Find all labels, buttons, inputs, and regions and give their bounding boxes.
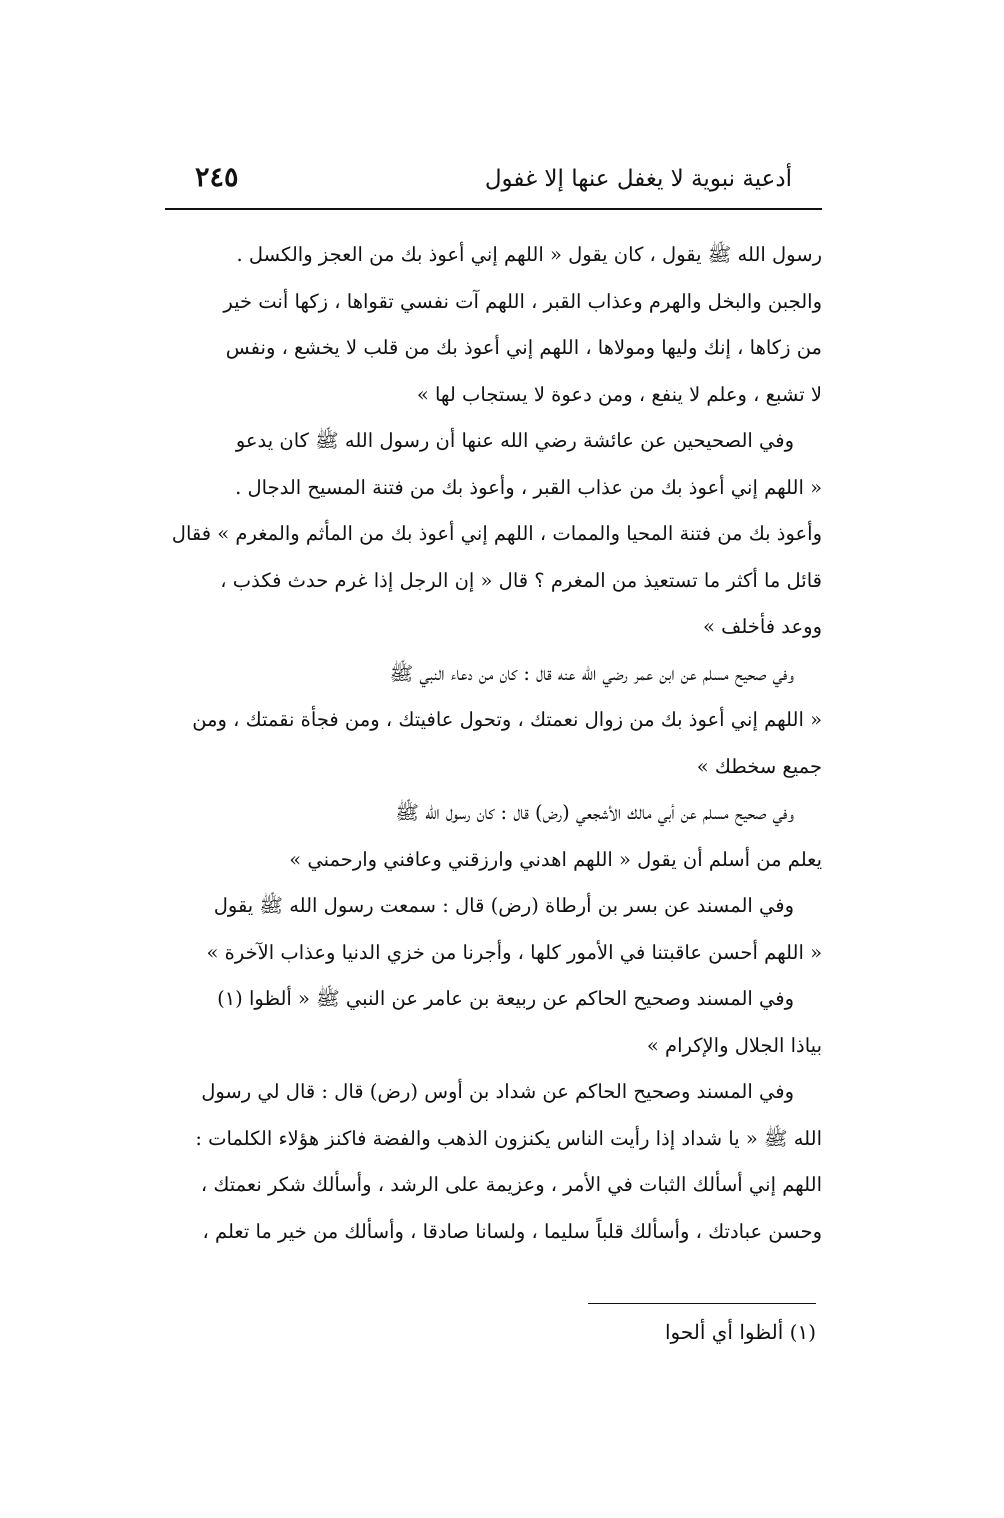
text-line: قائل ما أكثر ما تستعيذ من المغرم ؟ قال « إن الرجل إذا غرم حدث فكذب ، [220,568,822,592]
text-line: وأعوذ بك من فتنة المحيا والممات ، اللهم إني أعوذ بك من المأثم والمغرم » فقال [171,522,822,545]
text-line: من زكاها ، إنك وليها ومولاها ، اللهم إني أعوذ بك من قلب لا يخشع ، ونفس [225,336,822,359]
text-line: ووعد فأخلف » [703,615,822,638]
text-line: رسول الله ﷺ يقول ، كان يقول « اللهم إني أعوذ بك من العجز والكسل . [236,243,822,266]
paragraph-first-line: وفي المسند عن بسر بن أرطاة (رض) قال : سمعت رسول الله ﷺ يقول [213,894,794,917]
page-number: ٢٤٥ [195,162,239,193]
text-line: اللهم إني أسألك الثبات في الأمر ، وعزيمة على الرشد ، وأسألك شكر نعمتك ، [200,1173,822,1196]
footnote-rule [588,1303,816,1304]
text-line: بياذا الجلال والإكرام » [646,1033,822,1057]
paragraph-first-line: وفي المسند وصحيح الحاكم عن شداد بن أوس (رض) قال : قال لي رسول [201,1080,794,1103]
text-line: « اللهم إني أعوذ بك من زوال نعمتك ، وتحول عافيتك ، ومن فجأة نقمتك ، ومن [192,708,822,731]
paragraph-first-line: وفي الصحيحين عن عائشة رضي الله عنها أن رسول الله ﷺ كان يدعو [235,429,794,452]
paragraph-first-line: وفي صحيح مسلم عن ابن عمر رضي الله عنه قال : كان من دعاء النبي ﷺ [389,661,794,685]
text-line: « اللهم أحسن عاقبتنا في الأمور كلها ، وأجرنا من خزي الدنيا وعذاب الآخرة » [206,940,822,964]
running-title: أدعية نبوية لا يغفل عنها إلا غفول [484,166,792,192]
text-line: والجبن والبخل والهرم وعذاب القبر ، اللهم آت نفسي تقواها ، زكها أنت خير [223,289,822,313]
text-line: وحسن عبادتك ، وأسألك قلباً سليما ، ولسانا صادقا ، وأسألك من خير ما تعلم ، [202,1219,822,1243]
paragraph-first-line: وفي صحيح مسلم عن أبي مالك الأشجعي (رض) قال : كان رسول الله ﷺ [395,801,794,824]
text-line: « اللهم إني أعوذ بك من عذاب القبر ، وأعوذ بك من فتنة المسيح الدجال . [235,475,822,499]
text-line: يعلم من أسلم أن يقول « اللهم اهدني وارزقني وعافني وارحمني » [289,847,822,871]
paragraph-first-line: وفي المسند وصحيح الحاكم عن ربيعة بن عامر عن النبي ﷺ « ألظوا (١) [217,987,794,1010]
header-rule [165,208,822,210]
page-header [165,160,822,200]
text-line: الله ﷺ « يا شداد إذا رأيت الناس يكنزون الذهب والفضة فاكنز هؤلاء الكلمات : [195,1126,822,1150]
footnote: (١) ألظوا أي ألحوا [664,1320,816,1344]
body-text [165,232,822,1255]
text-line: جميع سخطك » [696,754,822,778]
text-line: لا تشبع ، وعلم لا ينفع ، ومن دعوة لا يستجاب لها » [416,382,822,406]
